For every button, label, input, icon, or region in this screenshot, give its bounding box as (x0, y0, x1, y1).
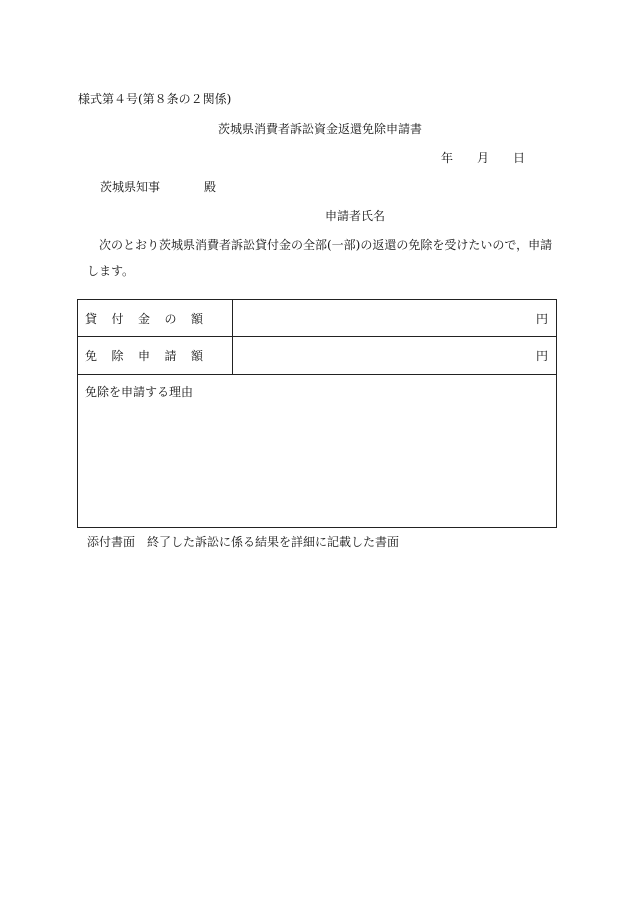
form-number: 様式第４号(第８条の２関係) (78, 92, 232, 106)
attachment-label: 添付書面 (87, 535, 136, 549)
date-day-label: 日 (513, 151, 526, 165)
loan-amount-label: 貸付金の額 (85, 311, 218, 326)
table-row-exemption-amount (78, 337, 556, 375)
body-text-line-2: します。 (87, 264, 135, 278)
attachment-note (87, 533, 399, 550)
loan-amount-field[interactable] (536, 300, 548, 336)
applicant-name-label: 申請者氏名 (325, 209, 386, 223)
addressee-honorific: 殿 (204, 180, 217, 194)
exemption-amount-unit: 円 (535, 349, 548, 363)
form-title: 茨城県消費者訴訟資金返還免除申請書 (217, 122, 422, 136)
attachment-text: 終了した訴訟に係る結果を詳細に記載した書面 (147, 535, 400, 549)
exemption-amount-field[interactable] (536, 337, 548, 374)
exemption-amount-label: 免除申請額 (85, 349, 218, 363)
date-year-label: 年 (441, 151, 454, 165)
date-month-label: 月 (477, 151, 490, 165)
exemption-reason-field[interactable] (85, 404, 547, 522)
body-text-line-1: 次のとおり茨城県消費者訴訟貸付金の全部(一部)の返還の免除を受けたいので，申請 (99, 238, 553, 252)
date-line (441, 149, 525, 166)
loan-amount-label-cell (78, 300, 233, 336)
application-table (77, 299, 557, 528)
table-row-loan-amount (78, 300, 556, 337)
addressee (100, 178, 216, 195)
exemption-amount-label-cell (78, 337, 233, 374)
exemption-reason-label: 免除を申請する理由 (85, 385, 194, 399)
addressee-name: 茨城県知事 (100, 180, 161, 194)
loan-amount-unit: 円 (535, 311, 548, 326)
